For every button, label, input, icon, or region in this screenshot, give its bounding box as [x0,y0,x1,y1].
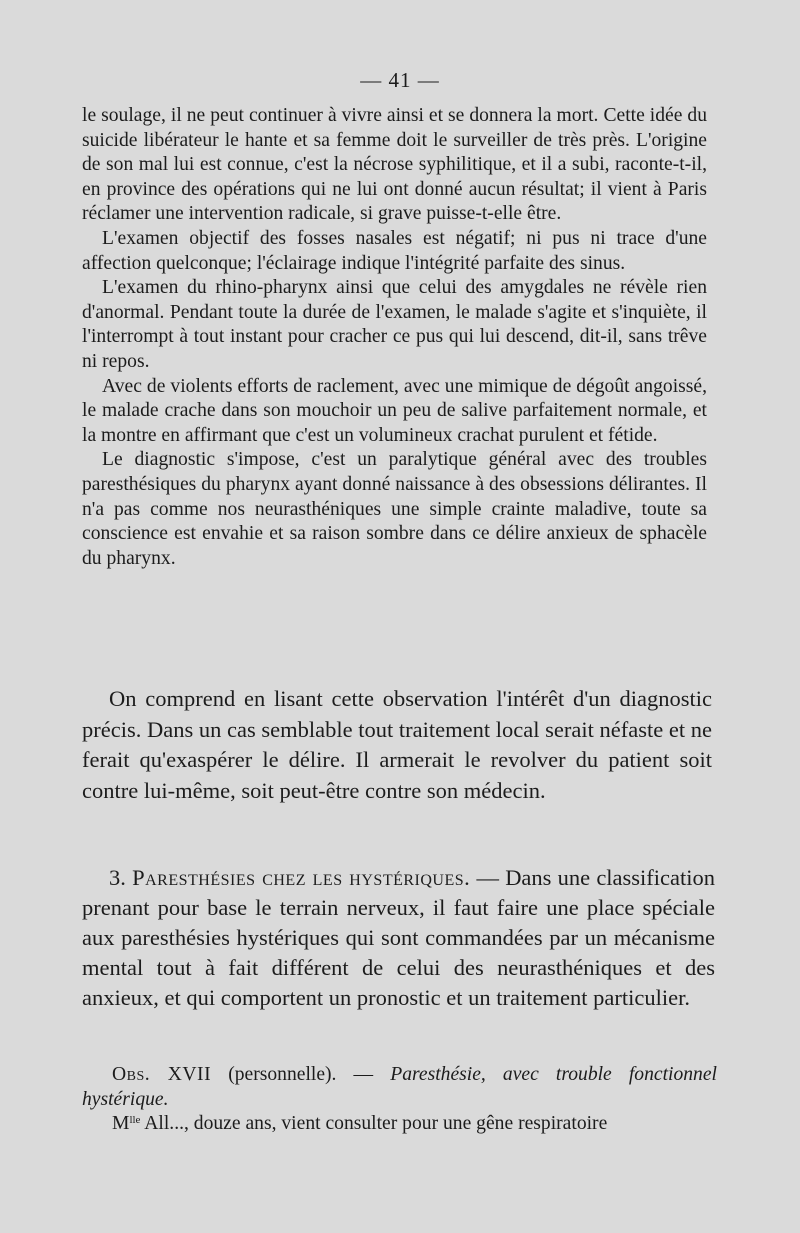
paragraph: Avec de violents efforts de raclement, avec une mimique de dégoût angoissé, le malade crache dans son mouchoir un peu de salive parfaitement normale, et la montre en affirmant que c'est un volumineux crachat purulent et fétide. [82,375,707,446]
observation-title: Paresthésie, avec trouble fonctionnel hystérique. [82,1064,717,1110]
observation-label: Obs. XVII [112,1064,212,1085]
commentary [82,684,712,807]
paragraph: L'examen objectif des fosses nasales est négatif; ni pus ni trace d'une affection quelconque; l'éclairage indique l'intégrité parfaite des sinus. [82,227,707,274]
intro-m: M [112,1113,130,1134]
paragraph [82,1112,717,1137]
observation-heading [82,1063,717,1112]
section-dash: — [470,865,506,890]
section-paragraph [82,863,715,1013]
section-text: Dans une classification prenant pour base le terrain nerveux, il faut faire une place spéciale aux paresthésies hystériques qui sont commandées par un mécanisme mental tout à fait différent de celui des neurasthéniques et des anxieux, et qui comportent un pronostic et un traitement particulier. [82,865,716,1010]
section-heading: Paresthésies chez les hystériques. [132,865,471,890]
paragraph: le soulage, il ne peut continuer à vivre ainsi et se donnera la mort. Cette idée du suicide libérateur le hante et sa femme doit le surveiller de très près. L'origine de son mal lui est connue, c'est la nécrose syphilitique, et il a subi, raconte-t-il, en province des opérations qui ne lui ont donné aucun résultat; il vient à Paris réclamer une intervention radicale, si grave puisse-t-elle être. [82,105,707,225]
page-number-header: — 41 — [360,68,440,92]
observation-17 [82,1063,717,1137]
observation-continued [82,104,707,571]
paragraph: Le diagnostic s'impose, c'est un paralytique général avec des troubles paresthésiques du pharynx ayant donné naissance à des obsessions délirantes. Il n'a pas comme nos neurasthéniques une simple crainte maladive, toute sa conscience est envahie et sa raison sombre dans ce délire anxieux de sphacèle du pharynx. [82,449,707,569]
section-3 [82,863,715,1013]
section-number: 3. [109,865,126,890]
intro-text: All..., douze ans, vient consulter pour une gêne respiratoire [140,1113,608,1134]
intro-sup: lle [129,1114,141,1126]
paragraph: On comprend en lisant cette observation l'intérêt d'un diagnostic précis. Dans un cas semblable tout traitement local serait néfaste et ne ferait qu'exaspérer le délire. Il armerait le revolver du patient soit contre lui-même, soit peut-être contre son médecin. [82,686,712,804]
observation-qualifier: (personnelle). — [211,1064,391,1085]
paragraph: L'examen du rhino-pharynx ainsi que celui des amygdales ne révèle rien d'anormal. Pendant toute la durée de l'examen, le malade s'agite et s'inquiète, il l'interrompt à tout instant pour cracher ce pus qui lui descend, dit-il, sans trêve ni repos. [82,277,707,372]
